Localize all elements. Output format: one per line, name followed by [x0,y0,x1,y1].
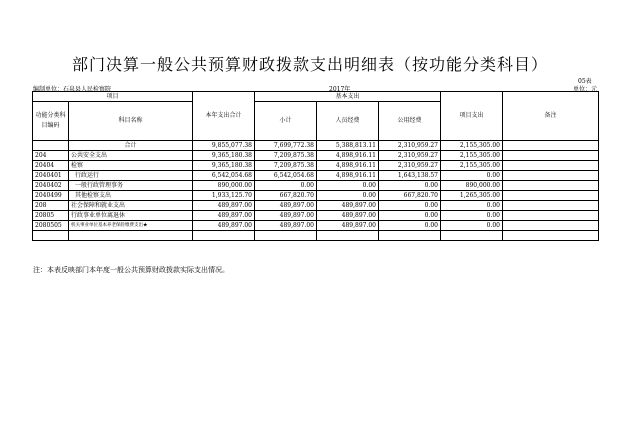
form-number: 05表 [578,78,592,85]
cell-code: 2040401 [33,171,69,181]
cell-total: 489,897.00 [193,211,255,221]
cell-code: 204 [33,151,69,161]
header-personnel: 人员经费 [317,102,379,141]
cell-total: 6,542,054.68 [193,171,255,181]
cell-total [193,231,255,241]
cell-remark [503,191,599,201]
cell-remark [503,181,599,191]
cell-subtotal: 489,897.00 [255,221,317,231]
cell-project: 0.00 [441,201,503,211]
table-row [33,161,599,171]
cell-total: 489,897.00 [193,201,255,211]
cell-remark [503,171,599,181]
table-row [33,231,599,241]
cell-code [33,231,69,241]
cell-code: 20404 [33,161,69,171]
cell-code [33,141,69,151]
cell-subtotal: 7,699,772.38 [255,141,317,151]
table-row [33,191,599,201]
cell-public: 2,310,959.27 [379,161,441,171]
page-title: 部门决算一般公共预算财政拨款支出明细表（按功能分类科目） [71,55,548,74]
cell-name: 行政运行 [69,171,193,181]
table-row [33,201,599,211]
table-row [33,211,599,221]
cell-name: 其他检察支出 [69,191,193,201]
header-subject-name: 科目名称 [69,102,193,141]
cell-personnel: 489,897.00 [317,201,379,211]
cell-public: 0.00 [379,201,441,211]
cell-project: 2,155,305.00 [441,141,503,151]
cell-subtotal: 667,820.70 [255,191,317,201]
cell-remark [503,201,599,211]
cell-total: 890,000.00 [193,181,255,191]
cell-name [69,231,193,241]
header-remark: 备注 [503,92,599,141]
unit-label: 单位：元 [572,86,597,93]
cell-project: 2,155,305.00 [441,151,503,161]
org-label: 编制单位：石泉县人民检察院 [33,86,112,93]
cell-name: 检察 [69,161,193,171]
cell-code: 2040402 [33,181,69,191]
header-total: 本年支出合计 [193,92,255,141]
cell-public: 2,310,959.27 [379,141,441,151]
header-item: 项目 [33,92,193,102]
cell-subtotal: 6,542,054.68 [255,171,317,181]
cell-personnel [317,231,379,241]
cell-remark [503,221,599,231]
cell-personnel: 4,898,916.11 [317,171,379,181]
cell-public: 1,643,138.57 [379,171,441,181]
cell-remark [503,141,599,151]
cell-public: 0.00 [379,221,441,231]
cell-personnel: 489,897.00 [317,211,379,221]
cell-remark [503,231,599,241]
cell-subtotal: 7,209,875.38 [255,151,317,161]
cell-personnel: 0.00 [317,191,379,201]
cell-total: 9,365,180.38 [193,161,255,171]
cell-personnel: 0.00 [317,181,379,191]
footnote: 注：本表反映部门本年度一般公共预算财政拨款实际支出情况。 [33,266,229,274]
cell-public: 2,310,959.27 [379,151,441,161]
cell-name: 合计 [69,141,193,151]
cell-project: 0.00 [441,211,503,221]
cell-personnel: 4,898,916.11 [317,161,379,171]
header-public: 公用经费 [379,102,441,141]
cell-project: 890,000.00 [441,181,503,191]
cell-subtotal [255,231,317,241]
cell-remark [503,151,599,161]
cell-total: 489,897.00 [193,221,255,231]
header-func-code: 功能分类科目编码 [33,102,69,141]
cell-name: 公共安全支出 [69,151,193,161]
header-project: 项目支出 [441,92,503,141]
table-row [33,141,599,151]
cell-total: 9,365,180.38 [193,151,255,161]
cell-subtotal: 7,209,875.38 [255,161,317,171]
table-row [33,221,599,231]
header-basic: 基本支出 [255,92,441,102]
cell-personnel: 4,898,916.11 [317,151,379,161]
cell-project: 0.00 [441,221,503,231]
cell-total: 1,933,125.70 [193,191,255,201]
cell-name: 行政事业单位离退休 [69,211,193,221]
cell-public [379,231,441,241]
cell-name: 社会保障和就业支出 [69,201,193,211]
year-label: 2017年 [329,86,351,93]
cell-subtotal: 0.00 [255,181,317,191]
table-row [33,171,599,181]
expenditure-table [32,91,599,241]
cell-personnel: 489,897.00 [317,221,379,231]
cell-subtotal: 489,897.00 [255,211,317,221]
cell-project: 0.00 [441,171,503,181]
table-row [33,181,599,191]
table-row [33,151,599,161]
cell-subtotal: 489,897.00 [255,201,317,211]
cell-remark [503,211,599,221]
cell-project [441,231,503,241]
cell-name: 一般行政管理事务 [69,181,193,191]
cell-code: 208 [33,201,69,211]
cell-remark [503,161,599,171]
cell-code: 2080505 [33,221,69,231]
cell-public: 667,820.70 [379,191,441,201]
cell-total: 9,855,077.38 [193,141,255,151]
header-subtotal: 小计 [255,102,317,141]
cell-public: 0.00 [379,181,441,191]
cell-code: 20805 [33,211,69,221]
cell-personnel: 5,388,813.11 [317,141,379,151]
cell-project: 1,265,305.00 [441,191,503,201]
cell-name: 机关事业单位基本养老保险缴费支出★ [69,221,193,231]
cell-code: 2040499 [33,191,69,201]
cell-project: 2,155,305.00 [441,161,503,171]
table-body [33,141,599,241]
cell-public: 0.00 [379,211,441,221]
